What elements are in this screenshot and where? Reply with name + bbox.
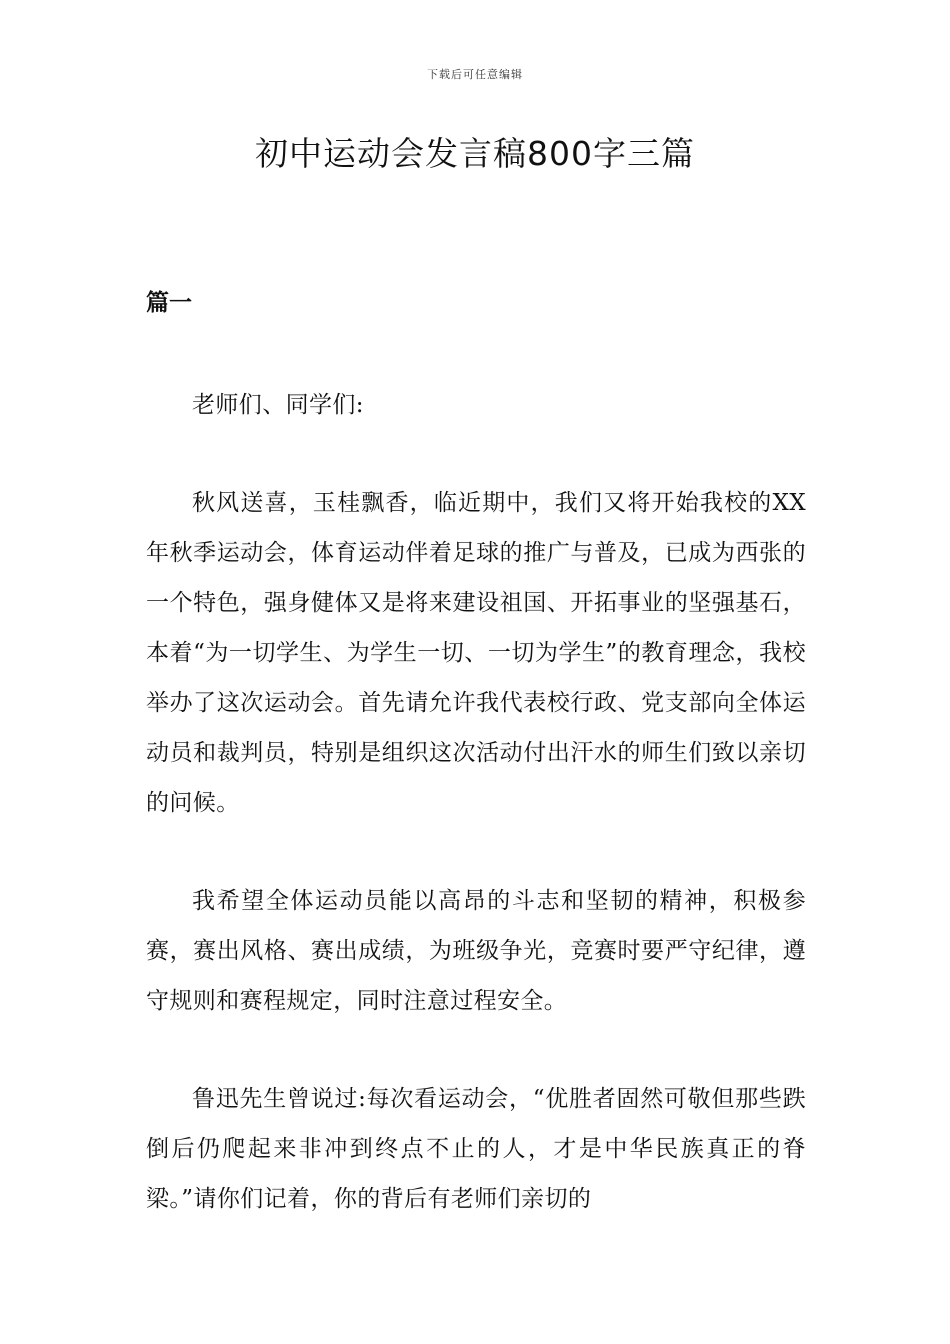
- body-paragraph: 我希望全体运动员能以高昂的斗志和坚韧的精神，积极参赛，赛出风格、赛出成绩，为班级争光，竞赛时要严守纪律，遵守规则和赛程规定，同时注意过程安全。: [146, 888, 806, 1014]
- body-paragraph: 秋风送喜，玉桂飘香，临近期中，我们又将开始我校的XX年秋季运动会，体育运动伴着足球的推广与普及，已成为西张的一个特色，强身健体又是将来建设祖国、开拓事业的坚强基石，本着“为一切学生、为学生一切、一切为学生”的教育理念，我校举办了这次运动会。首先请允许我代表校行政、党支部向全体运动员和裁判员，特别是组织这次活动付出汗水的师生们致以亲切的问候。: [146, 490, 806, 816]
- document-body: [146, 380, 806, 1224]
- body-paragraph: 鲁迅先生曾说过:每次看运动会，“优胜者固然可敬但那些跌倒后仍爬起来非冲到终点不止的人，才是中华民族真正的脊梁。”请你们记着，你的背后有老师们亲切的: [146, 1086, 806, 1212]
- header-note: 下载后可任意编辑: [427, 68, 523, 81]
- salutation-paragraph: 老师们、同学们:: [192, 392, 364, 418]
- section-heading: 篇一: [146, 289, 192, 316]
- document-title: 初中运动会发言稿800字三篇: [255, 134, 695, 173]
